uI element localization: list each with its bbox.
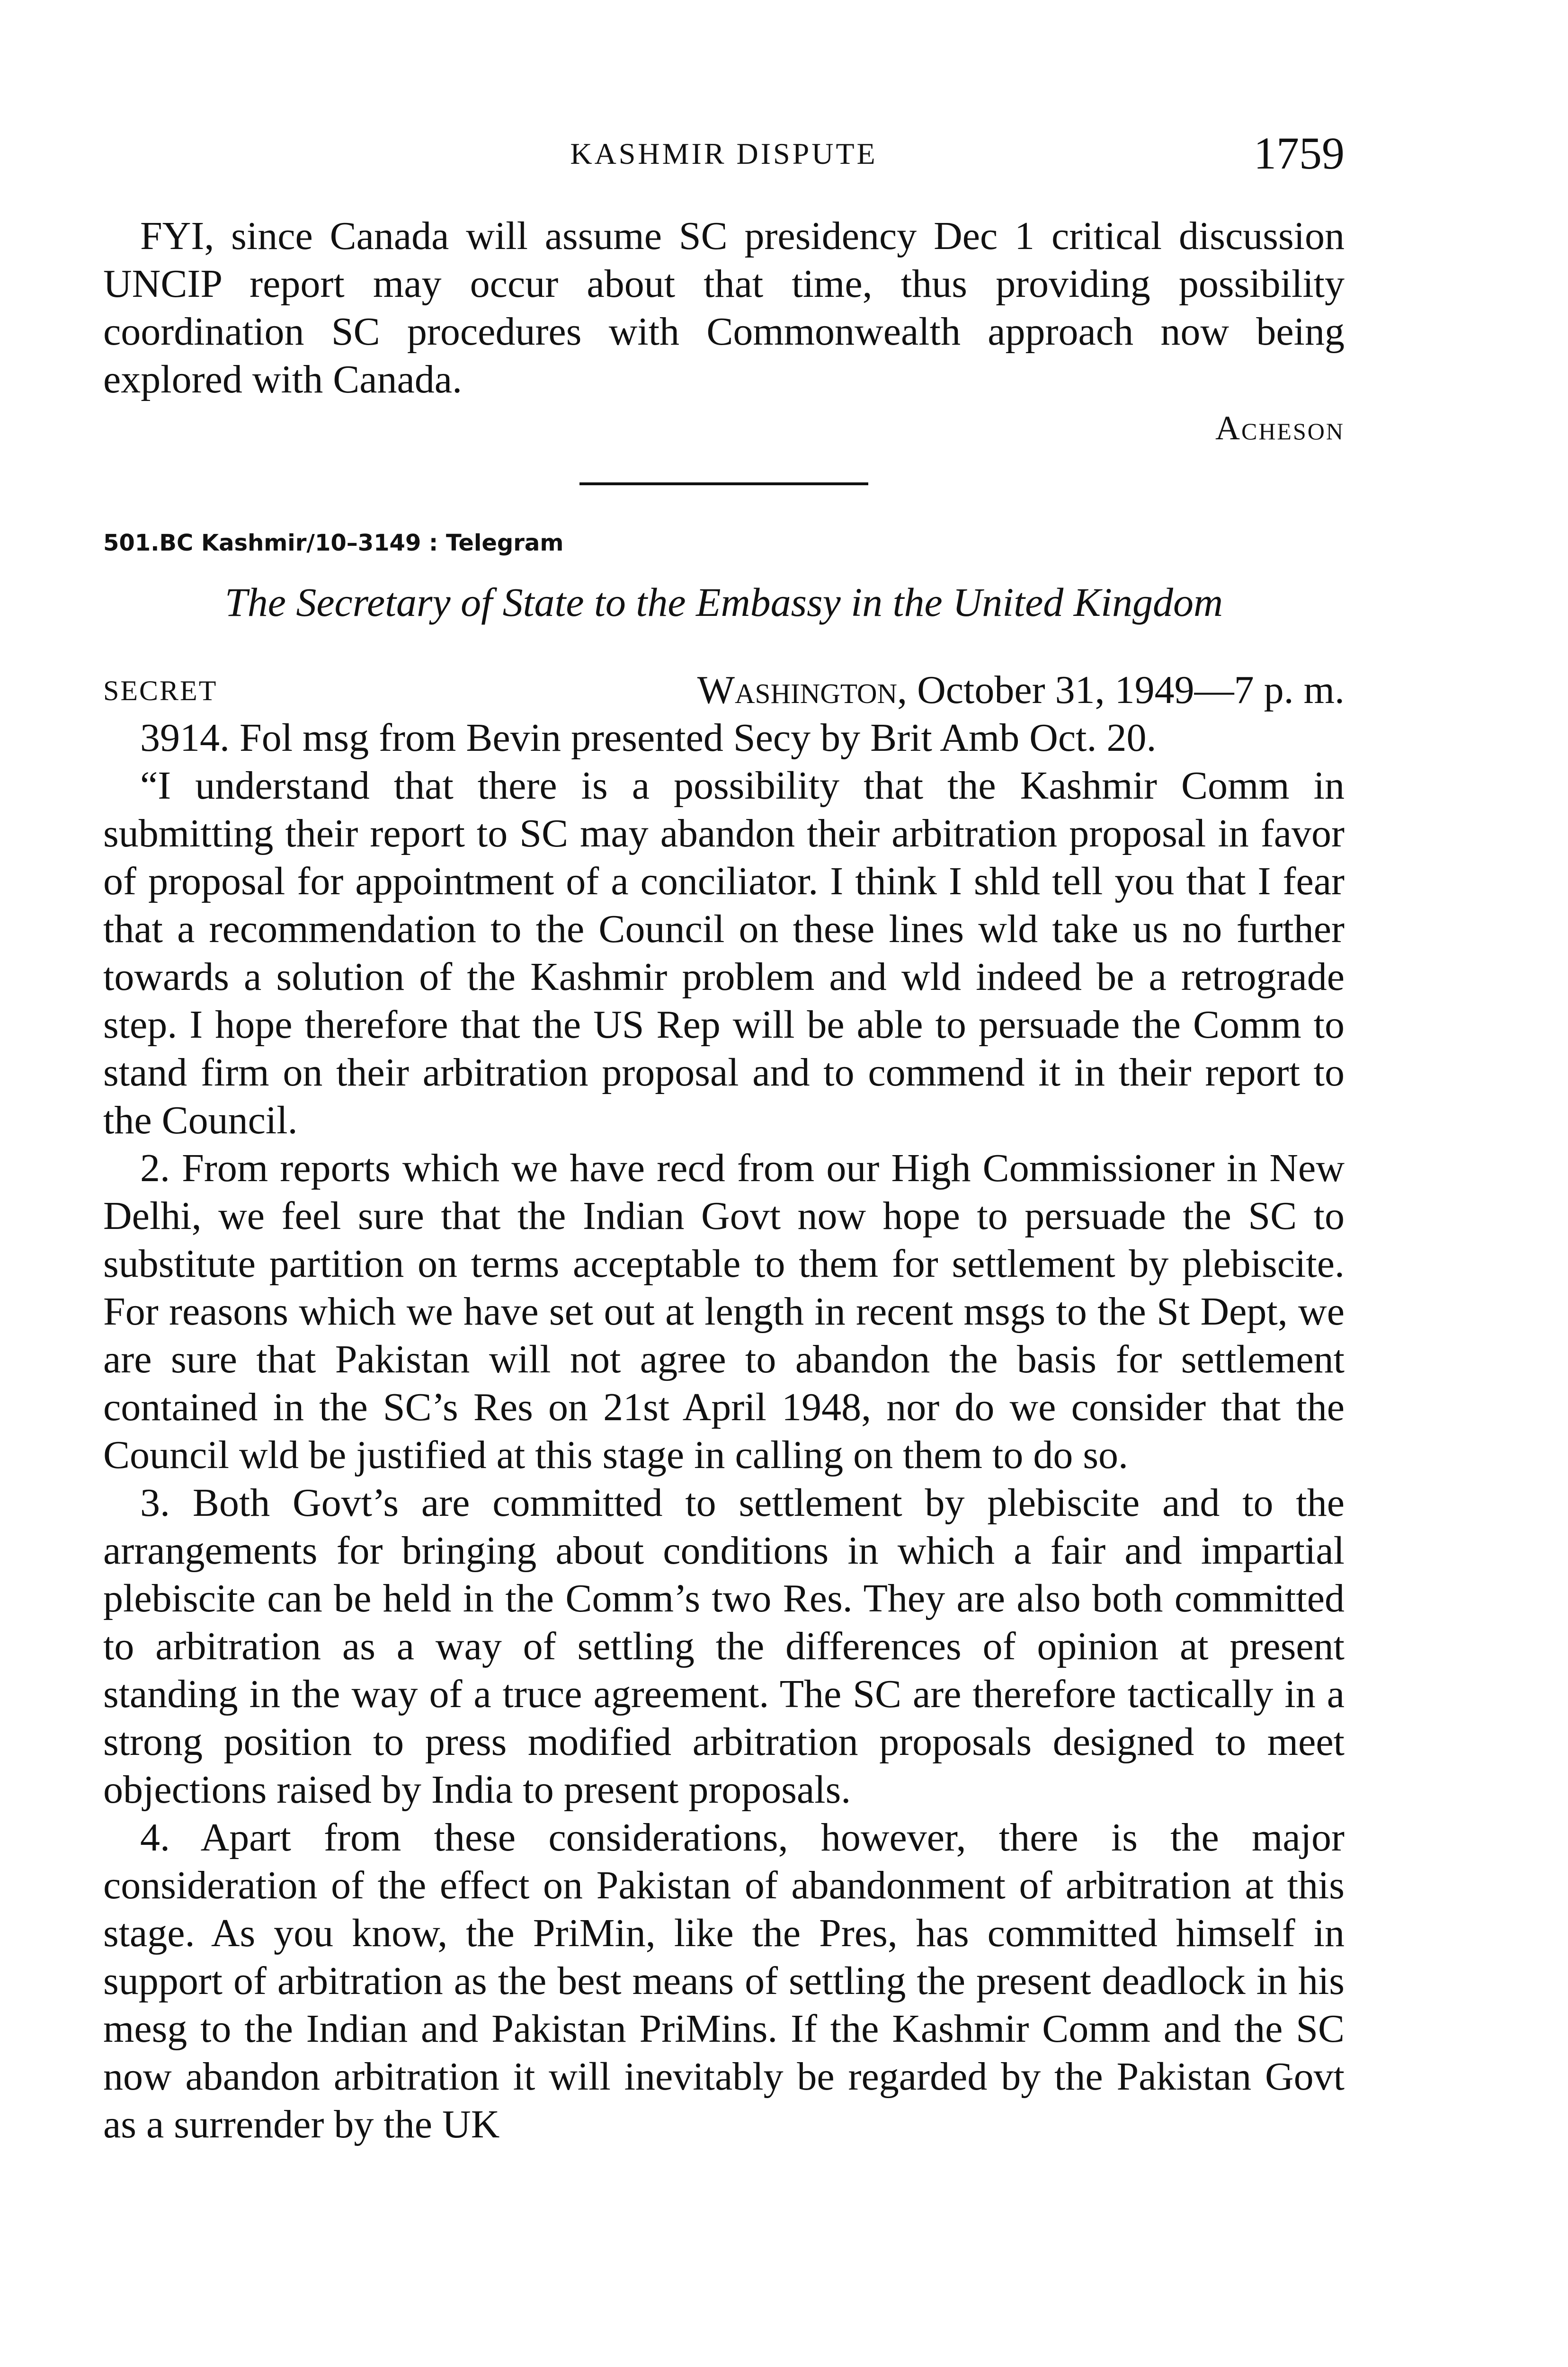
paragraph-3: 3. Both Govt’s are committed to settlement by plebiscite and to the arrangements for bringing about conditions in which a fair and impartial plebiscite can be held in the Comm’s two Res. They are also both committed to arbitration as a way of settling the differences of opinion at present standing in the way of a truce agreement. The SC are therefore tactically in a strong position to press modified arbitration proposals designed to meet objections raised by India to present proposals. (103, 1481, 1345, 1812)
page-content (103, 212, 1345, 2148)
running-title: KASHMIR DISPUTE (570, 137, 878, 170)
place-and-date (697, 666, 1345, 714)
section-divider (579, 482, 868, 485)
paragraph-telegram-number: 3914. Fol msg from Bevin presented Secy by Brit Amb Oct. 20. (140, 716, 1157, 760)
paragraph-2: 2. From reports which we have recd from our High Commissioner in New Delhi, we feel sure that the Indian Govt now hope to persuade the SC to substitute partition on terms acceptable to them for settlement by plebiscite. For reasons which we have set out at length in recent msgs to the St Dept, we are sure that Pakistan will not agree to abandon the basis for settlement contained in the SC’s Res on 21st April 1948, nor do we consider that the Council wld be justified at this stage in calling on them to do so. (103, 1146, 1345, 1477)
document-title: The Secretary of State to the Embassy in the United Kingdom (224, 579, 1223, 625)
date-text: , October 31, 1949—7 p. m. (897, 668, 1345, 712)
paragraph-4: 4. Apart from these considerations, however, there is the major consideration of the effect on Pakistan of abandonment of arbitration at this stage. As you know, the PriMin, like the Pres, has committed himself in support of arbitration as the best means of settling the present deadlock in his mesg to the Indian and Pakistan PriMins. If the Kashmir Comm and the SC now abandon arbitration it will inevitably be regarded by the Pakistan Govt as a surrender by the UK (103, 1815, 1345, 2146)
place-name: Washington (697, 668, 898, 712)
running-header (103, 127, 1345, 179)
page-number: 1759 (1254, 128, 1345, 178)
signature: Acheson (1215, 409, 1345, 447)
previous-document-closing-paragraph: FYI, since Canada will assume SC presidency Dec 1 critical discussion UNCIP report may occur about that time, thus providing possibility coordination SC procedures with Commonwealth approach now being explored with Canada. (103, 214, 1345, 401)
paragraph-1: “I understand that there is a possibility that the Kashmir Comm in submitting their report to SC may abandon their arbitration proposal in favor of proposal for appointment of a conciliator. I think I shld tell you that I fear that a recommendation to the Council on these lines wld take us no further towards a solution of the Kashmir problem and wld indeed be a retrograde step. I hope therefore that the US Rep will be able to persuade the Comm to stand firm on their arbitration proposal and to commend it in their report to the Council. (103, 764, 1345, 1142)
dateline (103, 666, 1345, 714)
file-reference: 501.BC Kashmir/10–3149 : Telegram (103, 530, 564, 556)
classification-label: SECRET (103, 675, 218, 706)
